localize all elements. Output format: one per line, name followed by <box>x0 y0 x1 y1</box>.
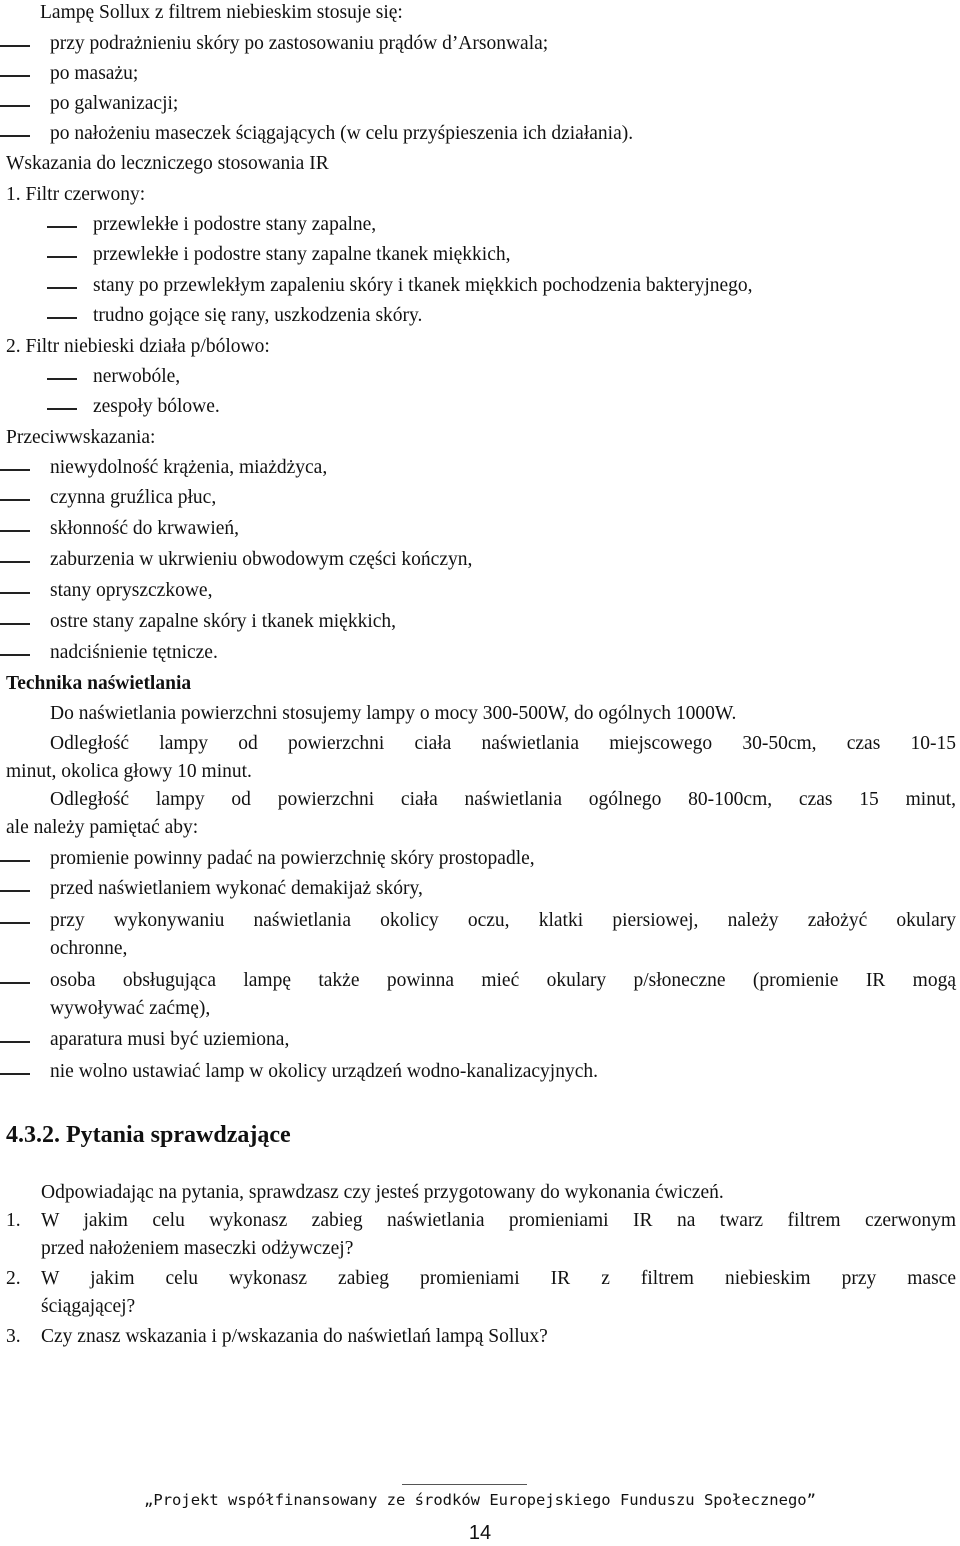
list-item: zespoły bólowe. <box>93 396 220 417</box>
list-dash <box>0 623 30 625</box>
list-dash <box>47 226 77 228</box>
list-item: nie wolno ustawiać lamp w okolicy urządzeń wodno-kanalizacyjnych. <box>50 1061 598 1082</box>
list-item: przy wykonywaniu naświetlania okolicy oczu, klatki piersiowej, należy założyć okulary <box>50 910 956 931</box>
technique-title: Technika naświetlania <box>6 673 192 694</box>
section-heading: 4.3.2. Pytania sprawdzające <box>6 1122 291 1148</box>
list-dash <box>0 45 30 47</box>
list-item: po masażu; <box>50 63 139 84</box>
list-dash <box>0 105 30 107</box>
list-dash <box>0 890 30 892</box>
list-dash <box>0 592 30 594</box>
question-number: 3. <box>6 1326 21 1347</box>
list-item-continuation: ochronne, <box>50 938 128 959</box>
list-item: zaburzenia w ukrwieniu obwodowym części kończyn, <box>50 549 473 570</box>
list-dash <box>47 287 77 289</box>
list-dash <box>0 469 30 471</box>
list-item-continuation: wywoływać zaćmę), <box>50 998 211 1019</box>
list-item: przewlekłe i podostre stany zapalne tkanek miękkich, <box>93 244 511 265</box>
list-item: trudno gojące się rany, uszkodzenia skóry. <box>93 305 423 326</box>
list-item: nerwobóle, <box>93 366 181 387</box>
list-dash <box>0 561 30 563</box>
list-item: aparatura musi być uziemiona, <box>50 1029 290 1050</box>
list-item: niewydolność krążenia, miażdżyca, <box>50 457 328 478</box>
list-item: przed naświetlaniem wykonać demakijaż skóry, <box>50 878 423 899</box>
list-item: skłonność do krwawień, <box>50 518 240 539</box>
technique-paragraph: ale należy pamiętać aby: <box>6 817 199 838</box>
list-dash <box>47 256 77 258</box>
list-dash <box>0 135 30 137</box>
list-dash <box>0 1073 30 1075</box>
technique-paragraph: Odległość lampy od powierzchni ciała naświetlania ogólnego 80-100cm, czas 15 minut, <box>50 789 956 810</box>
list-dash <box>0 860 30 862</box>
question-text: W jakim celu wykonasz zabieg naświetlania promieniami IR na twarz filtrem czerwonym <box>41 1210 956 1231</box>
list-item: promienie powinny padać na powierzchnię skóry prostopadle, <box>50 848 535 869</box>
list-dash <box>47 408 77 410</box>
list-item: po galwanizacji; <box>50 93 179 114</box>
list-item: przewlekłe i podostre stany zapalne, <box>93 214 377 235</box>
red-filter-heading: 1. Filtr czerwony: <box>6 184 146 205</box>
list-dash <box>0 1041 30 1043</box>
question-text: Czy znasz wskazania i p/wskazania do naświetlań lampą Sollux? <box>41 1326 548 1347</box>
list-item: czynna gruźlica płuc, <box>50 487 217 508</box>
list-dash <box>0 982 30 984</box>
list-item: po nałożeniu maseczek ściągających (w celu przyśpieszenia ich działania). <box>50 123 634 144</box>
question-number: 2. <box>6 1268 21 1289</box>
technique-paragraph: Odległość lampy od powierzchni ciała naświetlania miejscowego 30-50cm, czas 10-15 <box>50 733 956 754</box>
list-dash <box>0 654 30 656</box>
indications-title: Wskazania do leczniczego stosowania IR <box>6 153 329 174</box>
filter-blue-intro: Lampę Sollux z filtrem niebieskim stosuje się: <box>40 2 403 23</box>
footer-text: „Projekt współfinansowany ze środków Europejskiego Funduszu Społecznego” <box>144 1491 816 1509</box>
question-text-continuation: przed nałożeniem maseczki odżywczej? <box>41 1238 354 1259</box>
technique-paragraph: Do naświetlania powierzchni stosujemy lampy o mocy 300-500W, do ogólnych 1000W. <box>50 703 737 724</box>
question-text: W jakim celu wykonasz zabieg promieniami IR z filtrem niebieskim przy masce <box>41 1268 956 1289</box>
list-item: ostre stany zapalne skóry i tkanek miękkich, <box>50 611 397 632</box>
list-item: stany po przewlekłym zapaleniu skóry i tkanek miękkich pochodzenia bakteryjnego, <box>93 275 753 296</box>
page-number: 14 <box>468 1522 492 1544</box>
list-item: przy podrażnieniu skóry po zastosowaniu prądów d’Arsonwala; <box>50 33 549 54</box>
footer-rule <box>402 1484 527 1485</box>
contraindications-title: Przeciwwskazania: <box>6 427 156 448</box>
list-item: osoba obsługująca lampę także powinna mieć okulary p/słoneczne (promienie IR mogą <box>50 970 956 991</box>
question-text-continuation: ściągającej? <box>41 1296 136 1317</box>
list-dash <box>47 317 77 319</box>
technique-paragraph: minut, okolica głowy 10 minut. <box>6 761 252 782</box>
list-dash <box>0 499 30 501</box>
list-item: nadciśnienie tętnicze. <box>50 642 218 663</box>
question-number: 1. <box>6 1210 21 1231</box>
list-dash <box>0 922 30 924</box>
questions-intro: Odpowiadając na pytania, sprawdzasz czy jesteś przygotowany do wykonania ćwiczeń. <box>41 1182 724 1203</box>
blue-filter-heading: 2. Filtr niebieski działa p/bólowo: <box>6 336 270 357</box>
list-item: stany opryszczkowe, <box>50 580 213 601</box>
list-dash <box>0 75 30 77</box>
list-dash <box>0 530 30 532</box>
list-dash <box>47 378 77 380</box>
